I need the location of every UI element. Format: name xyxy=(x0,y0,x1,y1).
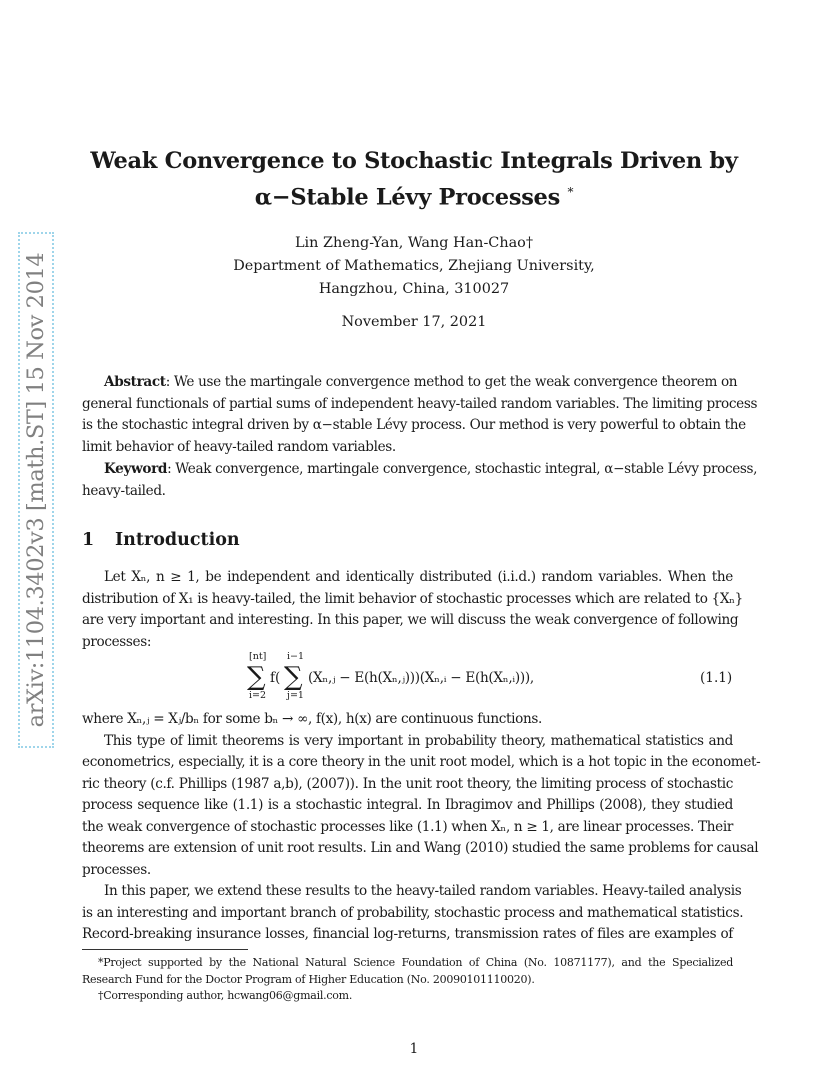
intro-p3-line-2: is an interesting and important branch of probability, stochastic process and mathematical statistics. xyxy=(82,905,744,921)
intro-p2-line-5: the weak convergence of stochastic processes like (1.1) when Xₙ, n ≥ 1, are linear processes. Their xyxy=(82,819,733,835)
paper-date: November 17, 2021 xyxy=(341,314,487,330)
paper-title-line1: Weak Convergence to Stochastic Integrals Driven by xyxy=(90,148,738,174)
intro-p1-line-2: distribution of X₁ is heavy-tailed, the limit behavior of stochastic processes which are related to {Xₙ} xyxy=(82,591,743,607)
section-title: Introduction xyxy=(115,530,240,550)
title-footnote-mark: * xyxy=(567,185,574,199)
eq-inner-sum-symbol: ∑ xyxy=(284,662,303,692)
intro-p1-line-3: are very important and interesting. In this paper, we will discuss the weak convergence of following xyxy=(82,612,739,628)
abstract-line-3: is the stochastic integral driven by α−stable Lévy process. Our method is very powerful to obtain the xyxy=(82,417,746,433)
intro-p2-line-3: ric theory (c.f. Phillips (1987 a,b), (2007)). In the unit root theory, the limiting process of stochastic xyxy=(82,776,733,792)
intro-p3-line-3: Record-breaking insurance losses, financial log-returns, transmission rates of files are examples of xyxy=(82,926,733,942)
paper-title-line2 xyxy=(0,186,828,209)
abstract-label: Abstract xyxy=(104,374,166,390)
abstract-line-2: general functionals of partial sums of independent heavy-tailed random variables. The limiting process xyxy=(82,396,758,412)
eq-outer-upper: [nt] xyxy=(249,651,267,662)
eq-outer-sum-symbol: ∑ xyxy=(247,662,266,692)
eq-f-open: f( xyxy=(270,670,281,686)
intro-p2-line-4: process sequence like (1.1) is a stochastic integral. In Ibragimov and Phillips (2008), they studied xyxy=(82,797,733,813)
eq-inner-lower: j=1 xyxy=(287,690,304,701)
eq-body: (Xₙ,ⱼ − E(h(Xₙ,ⱼ)))(Xₙ,ᵢ − E(h(Xₙ,ᵢ))), xyxy=(308,670,534,686)
keyword-label: Keyword xyxy=(104,461,168,477)
footnote-1-line-2: Research Fund for the Doctor Program of Higher Education (No. 20090101110020). xyxy=(82,973,535,986)
intro-p1-line-1: Let Xₙ, n ≥ 1, be independent and identically distributed (i.i.d.) random variables. When the xyxy=(104,569,733,585)
intro-p3-line-1: In this paper, we extend these results to the heavy-tailed random variables. Heavy-tailed analysis xyxy=(104,883,742,899)
author-city: Hangzhou, China, 310027 xyxy=(318,281,510,297)
eq-outer-lower: i=2 xyxy=(249,690,267,701)
intro-p2-line-7: processes. xyxy=(82,862,151,878)
equation-number: (1.1) xyxy=(700,670,733,686)
footnote-rule xyxy=(82,949,248,950)
abstract-line-4: limit behavior of heavy-tailed random variables. xyxy=(82,439,396,455)
arxiv-stamp-text: arXiv:1104.3402v3 [math.ST] 15 Nov 2014 xyxy=(23,252,49,728)
section-number: 1 xyxy=(82,530,95,550)
footnote-1-line-1: *Project supported by the National Natural Science Foundation of China (No. 10871177), and the Specialized xyxy=(98,956,733,969)
equation-1-1 xyxy=(246,650,646,706)
intro-p2-line-6: theorems are extension of unit root results. Lin and Wang (2010) studied the same problems for causal xyxy=(82,840,759,856)
after-equation-line: where Xₙ,ⱼ = Xⱼ/bₙ for some bₙ → ∞, f(x), h(x) are continuous functions. xyxy=(82,711,542,727)
page-number: 1 xyxy=(409,1041,419,1057)
footnote-2: †Corresponding author, hcwang06@gmail.com. xyxy=(98,989,353,1002)
keyword-line-2: heavy-tailed. xyxy=(82,483,166,499)
author-department: Department of Mathematics, Zhejiang University, xyxy=(233,258,595,274)
abstract-line-1: Abstract: We use the martingale convergence method to get the weak convergence theorem on xyxy=(104,374,738,390)
keyword-line-1: Keyword: Weak convergence, martingale convergence, stochastic integral, α−stable Lévy process, xyxy=(104,461,758,477)
arxiv-stamp xyxy=(18,232,54,748)
eq-inner-upper: i−1 xyxy=(287,651,305,662)
author-names: Lin Zheng-Yan, Wang Han-Chao† xyxy=(294,235,534,251)
intro-p1-line-4: processes: xyxy=(82,634,152,650)
intro-p2-line-1: This type of limit theorems is very important in probability theory, mathematical statistics and xyxy=(104,733,733,749)
intro-p2-line-2: econometrics, especially, it is a core theory in the unit root model, which is a hot topic in the economet- xyxy=(82,754,761,770)
paper-title-line2-text: α−Stable Lévy Processes xyxy=(254,184,560,211)
